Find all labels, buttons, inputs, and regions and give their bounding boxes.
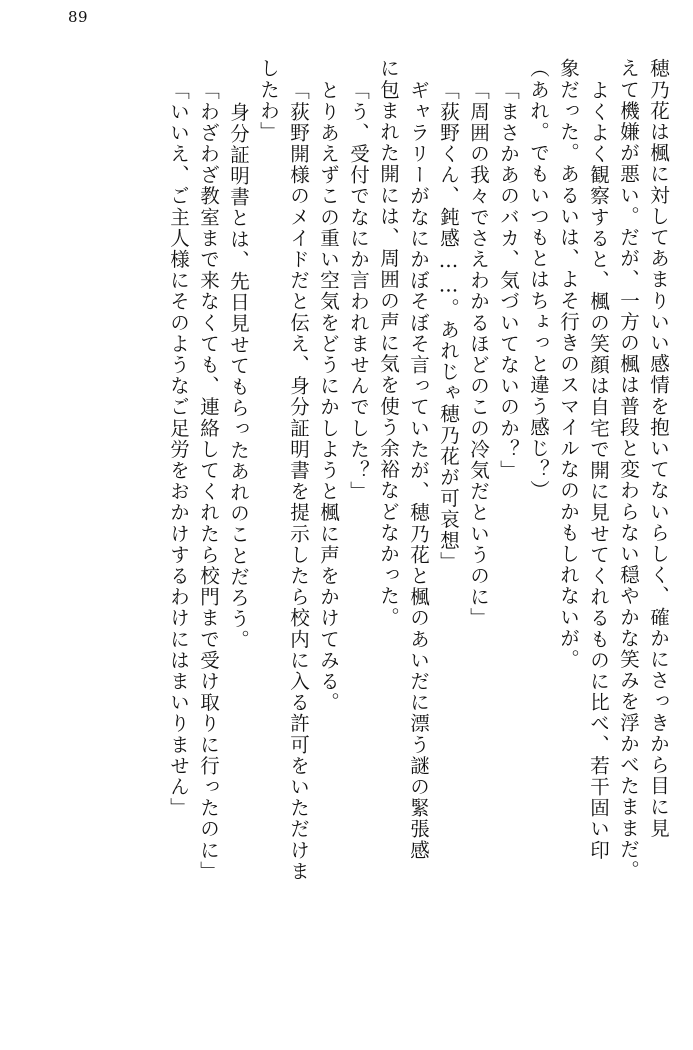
text-line: 穂乃花は楓に対してあまりいい感情を抱いてないらしく、確かにさっきから目に見	[647, 58, 670, 839]
text-line: 「周囲の我々でさえわかるほどのこの冷気だというのに」	[467, 80, 490, 629]
text-line: 「荻野開様のメイドだと伝え、身分証明書を提示したら校内に入る許可をいただけま	[287, 80, 310, 882]
text-line: 身分証明書とは、先日見せてもらったあれのことだろう。	[227, 102, 250, 651]
text-line: ギャラリーがなにかぼそぼそ言っていたが、穂乃花と楓のあいだに漂う謎の緊張感	[407, 80, 430, 861]
text-line: 象だった。あるいは、よそ行きのスマイルなのかもしれないが。	[557, 58, 580, 670]
text-line: とりあえずこの重い空気をどうにかしようと楓に声をかけてみる。	[317, 80, 340, 713]
text-line: したわ」	[257, 58, 280, 143]
text-line: 「いいえ、ご主人様にそのようなご足労をおかけするわけにはまいりません」	[167, 80, 190, 819]
text-line: （あれ。でもいつもとはちょっと違う感じ？）	[527, 58, 550, 502]
text-line: 「荻野くん、鈍感……。あれじゃ穂乃花が可哀想」	[437, 80, 460, 573]
text-line: よくよく観察すると、楓の笑顔は自宅で開に見せてくれるものに比べ、若干固い印	[587, 80, 610, 861]
text-line: に包まれた開には、周囲の声に気を使う余裕などなかった。	[377, 58, 400, 628]
page-text-body	[28, 58, 668, 1013]
text-line: 「わざわざ教室まで来なくても、連絡してくれたら校門まで受け取りに行ったのに」	[197, 80, 220, 882]
page-number: 89	[68, 8, 89, 26]
text-line: 「まさかあのバカ、気づいてないのか？」	[497, 80, 520, 481]
text-line: えて機嫌が悪い。だが、一方の楓は普段と変わらない穏やかな笑みを浮かべたままだ。	[617, 58, 640, 881]
text-line: 「う、受付でなにか言われませんでした？」	[347, 80, 370, 502]
